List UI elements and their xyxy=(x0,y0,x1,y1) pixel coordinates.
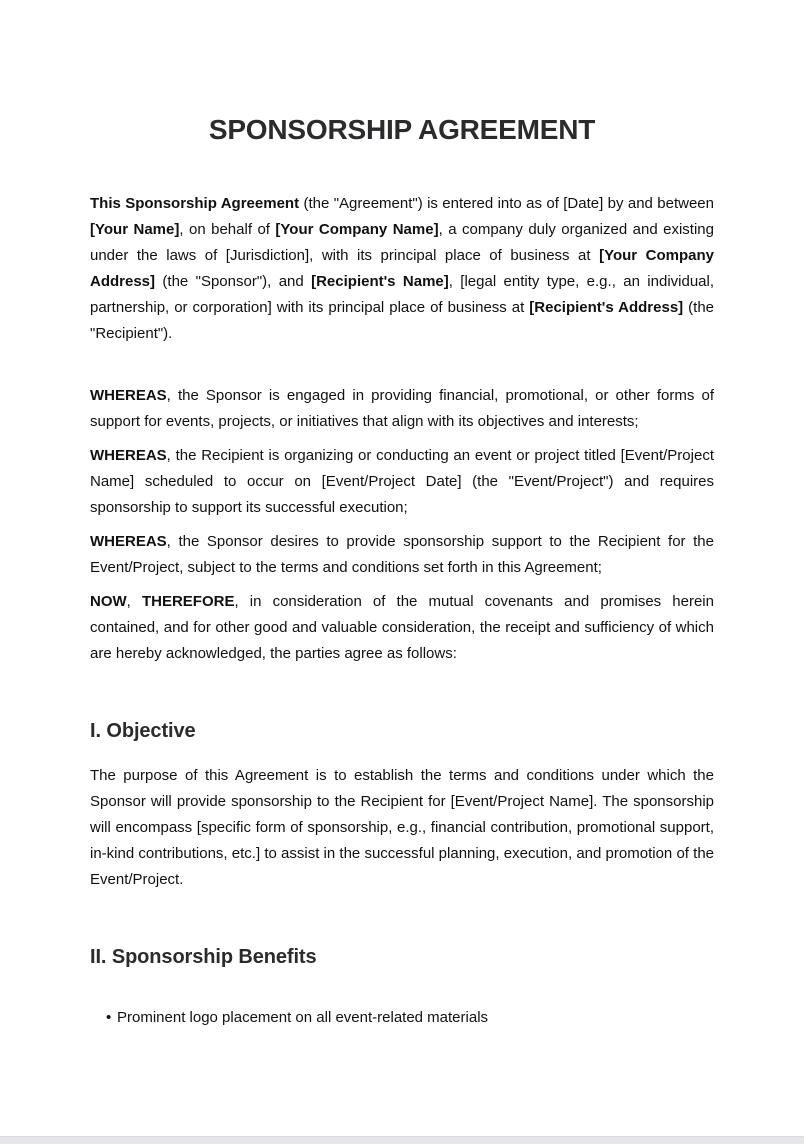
now-therefore-text: , in consideration of the mutual covenants and promises herein contained, and for other good and valuable consideration, the receipt and sufficiency of which are hereby acknowledged, the parties agree as follows: xyxy=(90,593,714,662)
now-therefore-paragraph xyxy=(90,589,714,667)
spacer-before-section-1 xyxy=(90,667,714,717)
section-body-objective: The purpose of this Agreement is to establish the terms and conditions under which the Sponsor will provide sponsorship to the Recipient for [Event/Project Name]. The sponsorship will encompass [specific form of sponsorship, e.g., financial contribution, promotional support, in-kind contributions, etc.] to assist in the successful planning, execution, and promotion of the Event/Project. xyxy=(90,767,714,888)
spacer-after-title xyxy=(90,147,714,191)
intro-recipients-name: [Recipient's Name] xyxy=(311,273,449,290)
document-content xyxy=(90,0,714,1031)
spacer-before-now-therefore xyxy=(90,581,714,589)
recital-paragraph-2 xyxy=(90,443,714,521)
section-heading-objective: I. Objective xyxy=(90,720,196,742)
intro-part-1: (the "Agreement") is entered into as of [Date] by and between xyxy=(299,195,714,212)
intro-your-company-name: [Your Company Name] xyxy=(275,221,439,238)
intro-part-2: , on behalf of xyxy=(179,221,276,238)
recital-paragraph-1 xyxy=(90,383,714,435)
sponsorship-benefits-list xyxy=(90,1005,714,1031)
section-heading-sponsorship-benefits: II. Sponsorship Benefits xyxy=(90,946,317,968)
now-therefore-lead-therefore: THEREFORE xyxy=(141,593,235,610)
recital-lead-2: WHEREAS xyxy=(90,447,167,464)
intro-part-5: , [legal entity type, e.g., an individual, partnership, or corporation] with its principal place of business at xyxy=(90,273,715,316)
now-therefore-separator: , xyxy=(126,593,142,610)
page-break-gap xyxy=(0,1136,804,1144)
spacer-recital-1-2 xyxy=(90,435,714,443)
intro-your-company-address: [Your Company Address] xyxy=(90,247,714,290)
intro-part-4: (the "Sponsor"), and xyxy=(155,273,312,290)
intro-lead-bold: This Sponsorship Agreement xyxy=(90,195,300,212)
now-therefore-lead-now: NOW xyxy=(90,593,127,610)
spacer-before-recitals xyxy=(90,347,714,383)
spacer-before-section-2 xyxy=(90,893,714,943)
intro-part-6: (the "Recipient"). xyxy=(90,299,715,342)
recital-lead-3: WHEREAS xyxy=(90,533,167,550)
intro-paragraph xyxy=(90,191,714,347)
recital-paragraph-3 xyxy=(90,529,714,581)
spacer-after-heading-1 xyxy=(90,745,714,763)
recital-text-1: , the Sponsor is engaged in providing financial, promotional, or other forms of support for events, projects, or initiatives that align with its objectives and interests; xyxy=(90,387,714,430)
list-item: • Prominent logo placement on all event-related materials xyxy=(108,1005,714,1031)
recital-text-2: , the Recipient is organizing or conducting an event or project titled [Event/Project Name] scheduled to occur on [Event/Project Date] (the "Event/Project") and requires sponsorship to support its successful execution; xyxy=(90,447,714,516)
intro-part-3: , a company duly organized and existing under the laws of [Jurisdiction], with its principal place of business at xyxy=(90,221,714,264)
page-title: SPONSORSHIP AGREEMENT xyxy=(208,114,596,145)
spacer-recital-2-3 xyxy=(90,521,714,529)
spacer-after-heading-2 xyxy=(90,971,714,1005)
intro-recipients-address: [Recipient's Address] xyxy=(529,299,684,316)
intro-your-name: [Your Name] xyxy=(90,221,180,238)
recital-lead-1: WHEREAS xyxy=(90,387,167,404)
recital-text-3: , the Sponsor desires to provide sponsorship support to the Recipient for the Event/Project, subject to the terms and conditions set forth in this Agreement; xyxy=(90,533,714,576)
